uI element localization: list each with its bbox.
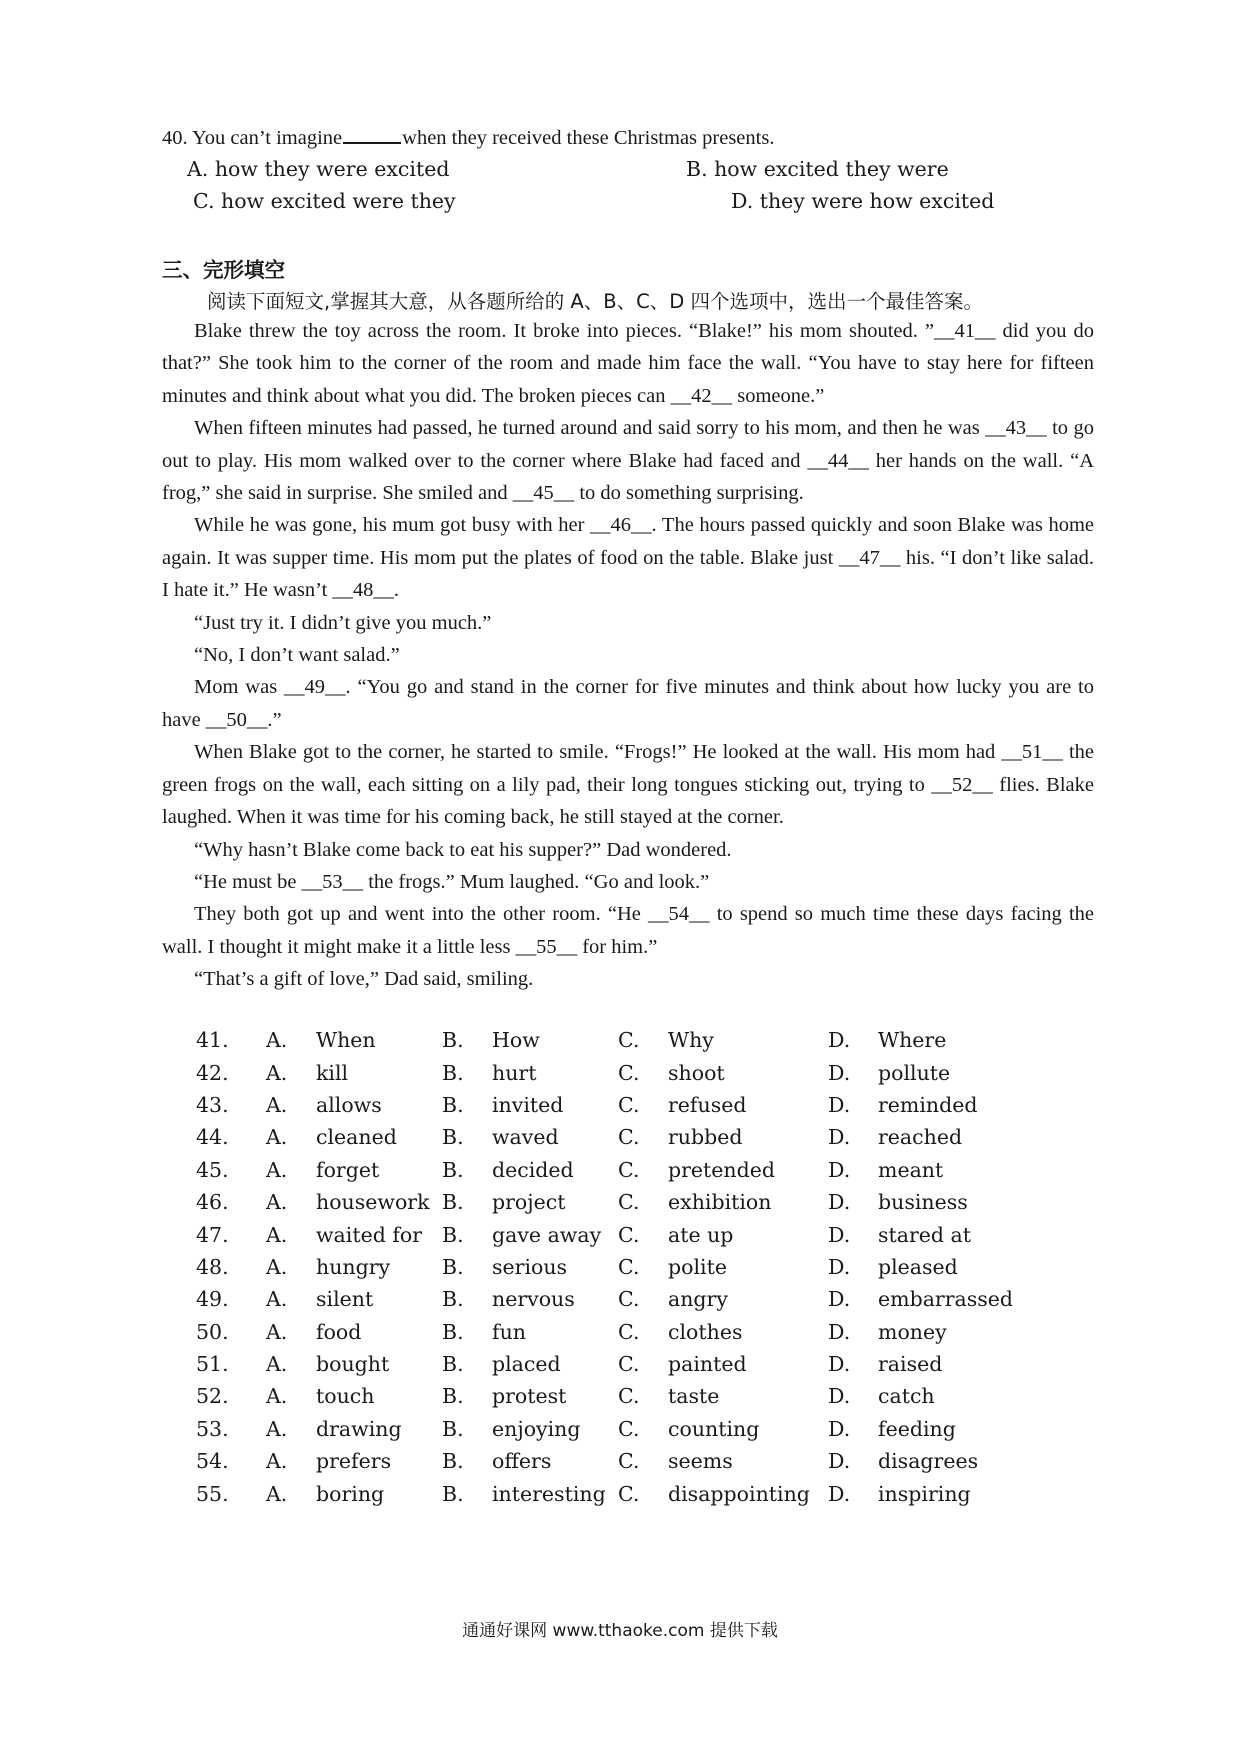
question-number: 51. [196,1352,229,1377]
choice-row [196,1445,1013,1477]
answer-choices-table [196,1024,1013,1510]
option-letter: D. [828,1157,851,1182]
option-letter: C. [618,1384,640,1409]
option-d-text: meant [878,1157,944,1182]
passage-paragraph: While he was gone, his mum got busy with her __46__. The hours passed quickly and soon Blake was home again. It was supper time. His mom put the plates of food on the table. Blake just __47__ his. “I don’t like salad. I hate it.” He wasn’t __48__. [162,514,1094,602]
option-c-text: ate up [668,1222,734,1247]
question-40-stem [162,125,774,150]
option-letter: D. [828,1028,851,1053]
option-a-text: food [316,1319,362,1344]
option-letter: C. [618,1416,640,1441]
option-letter: D. [828,1287,851,1312]
option-a-text: touch [316,1384,375,1409]
section-instruction: 阅读下面短文,掌握其大意，从各题所给的 A、B、C、D 四个选项中，选出一个最佳答案。 [207,290,983,313]
choice-row [196,1413,1013,1445]
option-c-text: disappointing [668,1481,810,1506]
option-a-text: drawing [316,1416,402,1441]
option-letter: D. [828,1416,851,1441]
option-d-text: inspiring [878,1481,971,1506]
choice-row [196,1089,1013,1121]
option-b-text: nervous [492,1287,575,1312]
option-letter: A. [266,1092,288,1117]
option-letter: B. [442,1481,464,1506]
option-a-text: waited for [316,1222,423,1247]
passage-paragraph: When Blake got to the corner, he started to smile. “Frogs!” He looked at the wall. His mom had __51__ the green frogs on the wall, each sitting on a lily pad, their long tongues sticking out, trying to __52__ flies. Blake laughed. When it was time for his coming back, he still stayed at the corner. [162,741,1094,829]
question-number: 54. [196,1449,229,1474]
option-d-text: pollute [878,1060,951,1085]
option-c-text: shoot [668,1060,725,1085]
option-b-text: How [492,1028,540,1053]
option-letter: B. [442,1222,464,1247]
footer-credit: 通通好课网 www.tthaoke.com 提供下载 [462,1621,778,1641]
option-a-text: housework [316,1190,430,1215]
option-letter: A. [266,1190,288,1215]
option-b-text: protest [492,1384,567,1409]
question-40-option-d: D. they were how excited [731,189,995,213]
option-letter: B. [442,1190,464,1215]
option-letter: B. [442,1157,464,1182]
option-a-text: kill [316,1060,349,1085]
question-number: 52. [196,1384,229,1409]
choice-row [196,1380,1013,1412]
option-letter: C. [618,1222,640,1247]
option-d-text: pleased [878,1254,958,1279]
choice-row [196,1251,1013,1283]
option-b-text: gave away [492,1222,602,1247]
option-letter: D. [828,1060,851,1085]
question-number: 55. [196,1481,229,1506]
option-letter: D. [828,1449,851,1474]
question-number: 42. [196,1060,229,1085]
choice-row [196,1316,1013,1348]
option-a-text: bought [316,1352,390,1377]
question-number: 45. [196,1157,229,1182]
option-letter: A. [266,1449,288,1474]
option-b-text: waved [492,1125,559,1150]
option-letter: C. [618,1352,640,1377]
option-b-text: interesting [492,1481,606,1506]
answer-blank [343,125,401,144]
option-letter: C. [618,1319,640,1344]
option-letter: C. [618,1481,640,1506]
option-letter: D. [828,1254,851,1279]
option-c-text: rubbed [668,1125,743,1150]
option-letter: B. [442,1125,464,1150]
option-c-text: pretended [668,1157,776,1182]
choice-row [196,1348,1013,1380]
option-letter: B. [442,1028,464,1053]
question-40-text-before: 40. You can’t imagine [162,127,343,149]
choice-row [196,1056,1013,1088]
option-letter: B. [442,1416,464,1441]
option-letter: C. [618,1254,640,1279]
passage-paragraph: “That’s a gift of love,” Dad said, smiling. [194,968,534,991]
option-letter: C. [618,1125,640,1150]
option-letter: D. [828,1222,851,1247]
option-c-text: seems [668,1449,733,1474]
option-b-text: hurt [492,1060,537,1085]
option-a-text: allows [316,1092,382,1117]
passage-paragraph: They both got up and went into the other room. “He __54__ to spend so much time these days facing the wall. I thought it might make it a little less __55__ for him.” [162,903,1094,958]
option-letter: B. [442,1352,464,1377]
option-letter: A. [266,1319,288,1344]
passage-paragraph: Mom was __49__. “You go and stand in the corner for five minutes and think about how lucky you are to have __50__.” [162,676,1094,731]
option-b-text: offers [492,1449,552,1474]
option-letter: A. [266,1352,288,1377]
question-number: 46. [196,1190,229,1215]
option-d-text: Where [878,1028,947,1053]
option-letter: C. [618,1157,640,1182]
cloze-passage [162,315,1094,996]
question-40-option-a: A. how they were excited [187,157,450,181]
passage-paragraph: “He must be __53__ the frogs.” Mum laughed. “Go and look.” [194,870,710,893]
option-b-text: serious [492,1254,568,1279]
option-b-text: invited [492,1092,564,1117]
option-letter: B. [442,1060,464,1085]
choice-row [196,1186,1013,1218]
choice-row [196,1283,1013,1315]
option-c-text: taste [668,1384,720,1409]
option-a-text: cleaned [316,1125,397,1150]
option-c-text: refused [668,1092,747,1117]
option-d-text: embarrassed [878,1287,1014,1312]
option-d-text: feeding [878,1416,956,1441]
option-d-text: catch [878,1384,935,1409]
option-d-text: disagrees [878,1449,979,1474]
option-letter: C. [618,1449,640,1474]
question-number: 49. [196,1287,229,1312]
question-number: 53. [196,1416,229,1441]
option-letter: A. [266,1060,288,1085]
option-b-text: decided [492,1157,574,1182]
option-c-text: painted [668,1352,747,1377]
option-letter: C. [618,1092,640,1117]
passage-paragraph: When fifteen minutes had passed, he turned around and said sorry to his mom, and then he was __43__ to go out to play. His mom walked over to the corner where Blake had faced and __44__ her hands on the wall. “A frog,” she said in surprise. She smiled and __45__ to do something surprising. [162,417,1094,505]
passage-paragraph: Blake threw the toy across the room. It broke into pieces. “Blake!” his mom shouted. ”__41__ did you do that?” She took him to the corner of the room and made him face the wall. “You have to stay here for fifteen minutes and think about what you did. The broken pieces can __42__ someone.” [162,320,1094,407]
question-number: 48. [196,1254,229,1279]
choice-row [196,1218,1013,1250]
option-letter: D. [828,1190,851,1215]
option-b-text: project [492,1190,566,1215]
option-letter: C. [618,1060,640,1085]
option-letter: A. [266,1125,288,1150]
option-letter: C. [618,1287,640,1312]
option-a-text: When [316,1028,376,1053]
option-letter: C. [618,1190,640,1215]
option-letter: A. [266,1222,288,1247]
choice-row [196,1024,1013,1056]
option-a-text: prefers [316,1449,392,1474]
option-letter: B. [442,1287,464,1312]
option-letter: A. [266,1287,288,1312]
option-c-text: exhibition [668,1190,772,1215]
choice-row [196,1121,1013,1153]
option-letter: A. [266,1028,288,1053]
option-letter: D. [828,1352,851,1377]
option-c-text: Why [668,1028,714,1053]
passage-paragraph: “No, I don’t want salad.” [194,644,400,667]
option-a-text: boring [316,1481,385,1506]
option-letter: B. [442,1092,464,1117]
question-number: 43. [196,1092,229,1117]
option-letter: C. [618,1028,640,1053]
option-letter: B. [442,1254,464,1279]
option-letter: A. [266,1157,288,1182]
question-number: 41. [196,1028,229,1053]
option-d-text: stared at [878,1222,972,1247]
option-letter: B. [442,1449,464,1474]
option-d-text: raised [878,1352,943,1377]
question-number: 47. [196,1222,229,1247]
option-letter: B. [442,1319,464,1344]
option-c-text: clothes [668,1319,743,1344]
option-letter: A. [266,1254,288,1279]
option-letter: D. [828,1384,851,1409]
option-d-text: money [878,1319,947,1344]
option-c-text: counting [668,1416,760,1441]
option-letter: B. [442,1384,464,1409]
option-a-text: forget [316,1157,380,1182]
option-d-text: reminded [878,1092,978,1117]
option-letter: D. [828,1092,851,1117]
passage-paragraph: “Why hasn’t Blake come back to eat his supper?” Dad wondered. [194,838,732,861]
question-number: 44. [196,1125,229,1150]
option-b-text: enjoying [492,1416,581,1441]
option-a-text: silent [316,1287,374,1312]
option-c-text: angry [668,1287,728,1312]
option-letter: A. [266,1481,288,1506]
question-number: 50. [196,1319,229,1344]
option-c-text: polite [668,1254,727,1279]
question-40-option-b: B. how excited they were [686,157,949,181]
choice-row [196,1477,1013,1509]
option-d-text: reached [878,1125,963,1150]
passage-paragraph: “Just try it. I didn’t give you much.” [194,611,492,634]
option-d-text: business [878,1190,968,1215]
option-letter: D. [828,1319,851,1344]
option-letter: D. [828,1125,851,1150]
option-a-text: hungry [316,1254,391,1279]
option-letter: D. [828,1481,851,1506]
question-40-text-after: when they received these Christmas presents. [402,127,775,149]
question-40-option-c: C. how excited were they [193,189,456,213]
choice-row [196,1154,1013,1186]
option-b-text: placed [492,1352,561,1377]
option-b-text: fun [492,1319,526,1344]
option-letter: A. [266,1416,288,1441]
section-title: 三、完形填空 [162,258,285,282]
option-letter: A. [266,1384,288,1409]
